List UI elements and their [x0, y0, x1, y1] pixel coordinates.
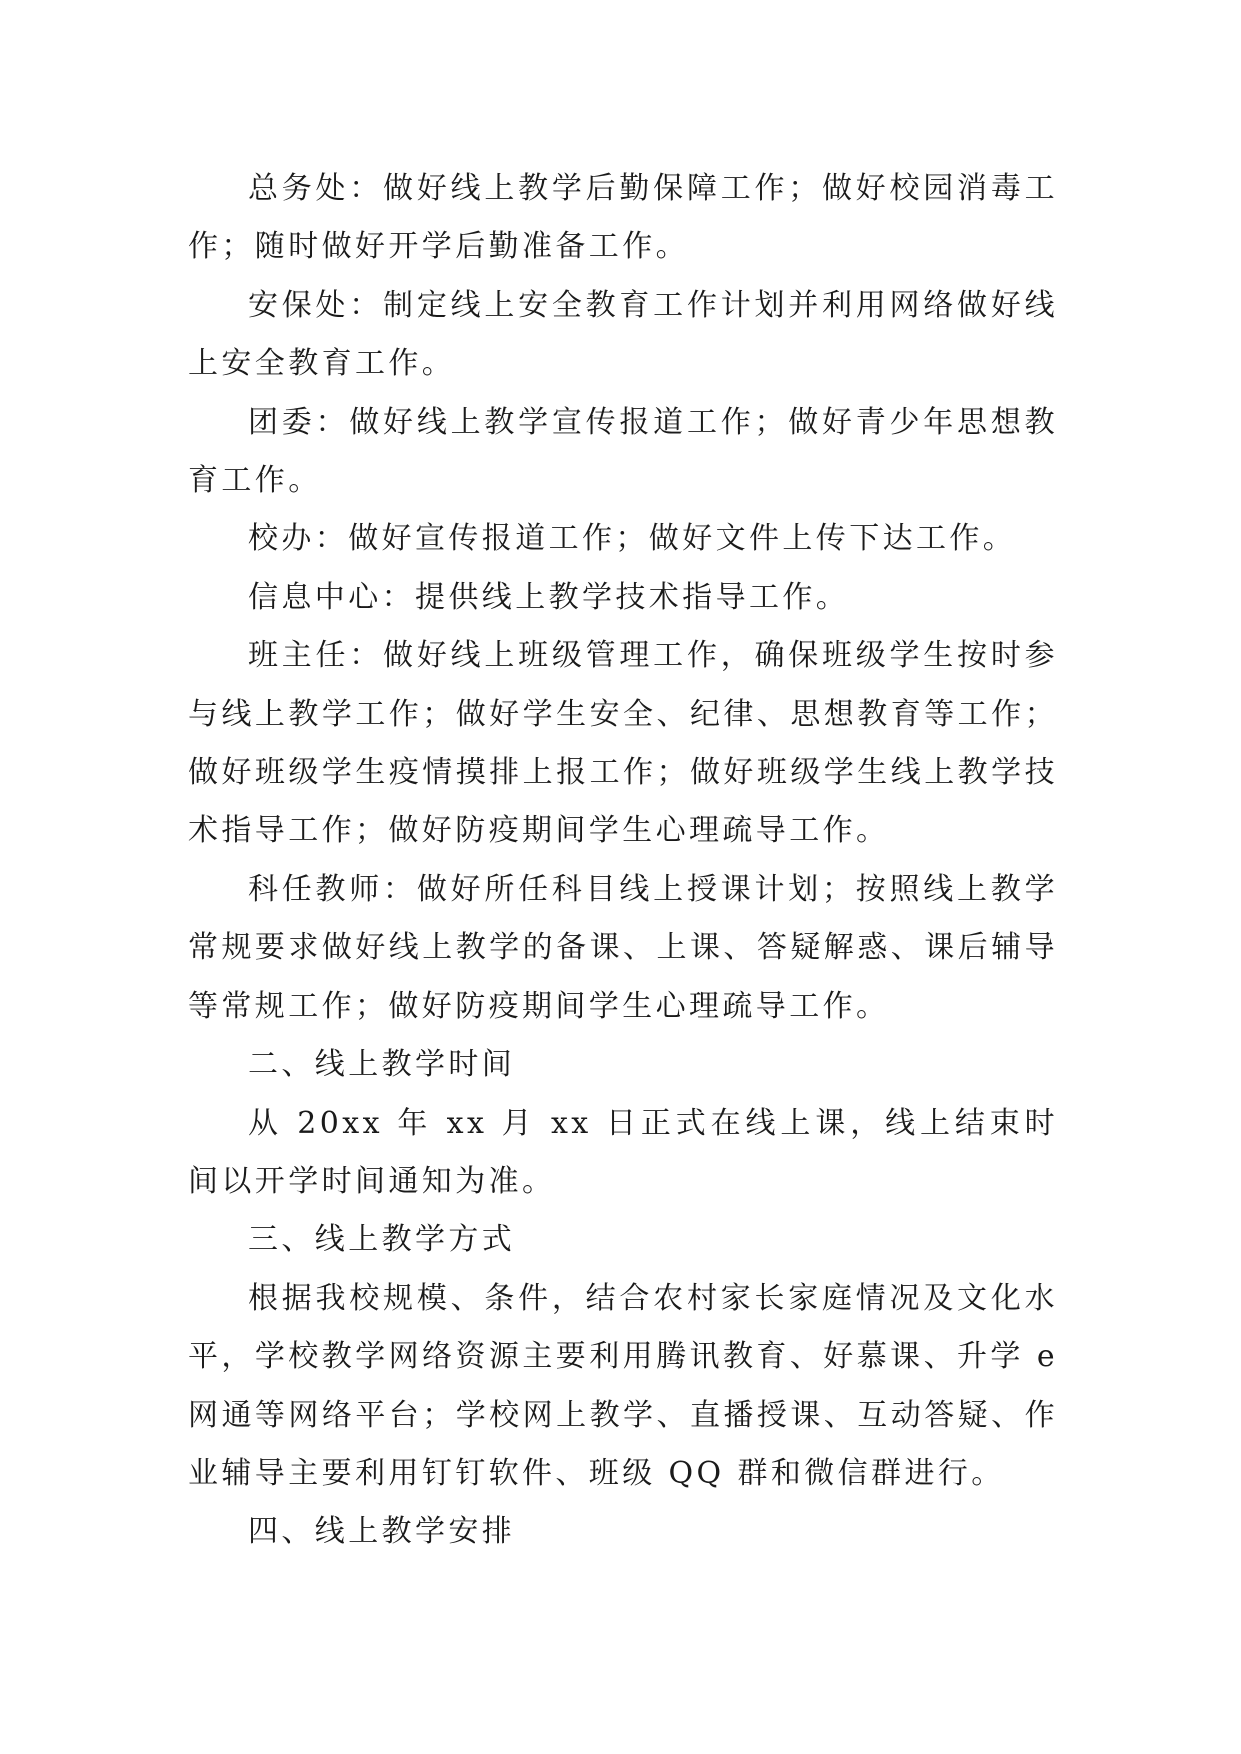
paragraph-teaching-method: 根据我校规模、条件，结合农村家长家庭情况及文化水平，学校教学网络资源主要利用腾讯教育、好慕课、升学 e 网通等网络平台；学校网上教学、直播授课、互动答疑、作业辅导主要利用钉钉软件、班级 QQ 群和微信群进行。	[188, 1280, 1058, 1491]
document-body	[188, 160, 1058, 1562]
paragraph-class-teacher: 班主任：做好线上班级管理工作，确保班级学生按时参与线上教学工作；做好学生安全、纪律、思想教育等工作；做好班级学生疫情摸排上报工作；做好班级学生线上教学技术指导工作；做好防疫期间学生心理疏导工作。	[188, 638, 1058, 849]
paragraph-youth-league: 团委：做好线上教学宣传报道工作；做好青少年思想教育工作。	[188, 404, 1058, 499]
paragraph-school-office: 校办：做好宣传报道工作；做好文件上传下达工作。	[248, 521, 1017, 557]
paragraph-teaching-time: 从 20xx 年 xx 月 xx 日正式在线上课，线上结束时间以开学时间通知为准。	[188, 1105, 1058, 1199]
section-heading-teaching-time: 二、线上教学时间	[248, 1047, 516, 1083]
section-heading-teaching-arrangement: 四、线上教学安排	[248, 1514, 516, 1550]
paragraph-security-office: 安保处：制定线上安全教育工作计划并利用网络做好线上安全教育工作。	[188, 287, 1058, 382]
paragraph-general-affairs: 总务处：做好线上教学后勤保障工作；做好校园消毒工作；随时做好开学后勤准备工作。	[188, 171, 1058, 265]
paragraph-subject-teacher: 科任教师：做好所任科目线上授课计划；按照线上教学常规要求做好线上教学的备课、上课、答疑解惑、课后辅导等常规工作；做好防疫期间学生心理疏导工作。	[188, 871, 1058, 1024]
paragraph-info-center: 信息中心：提供线上教学技术指导工作。	[248, 579, 850, 615]
section-heading-teaching-method: 三、线上教学方式	[248, 1222, 516, 1258]
